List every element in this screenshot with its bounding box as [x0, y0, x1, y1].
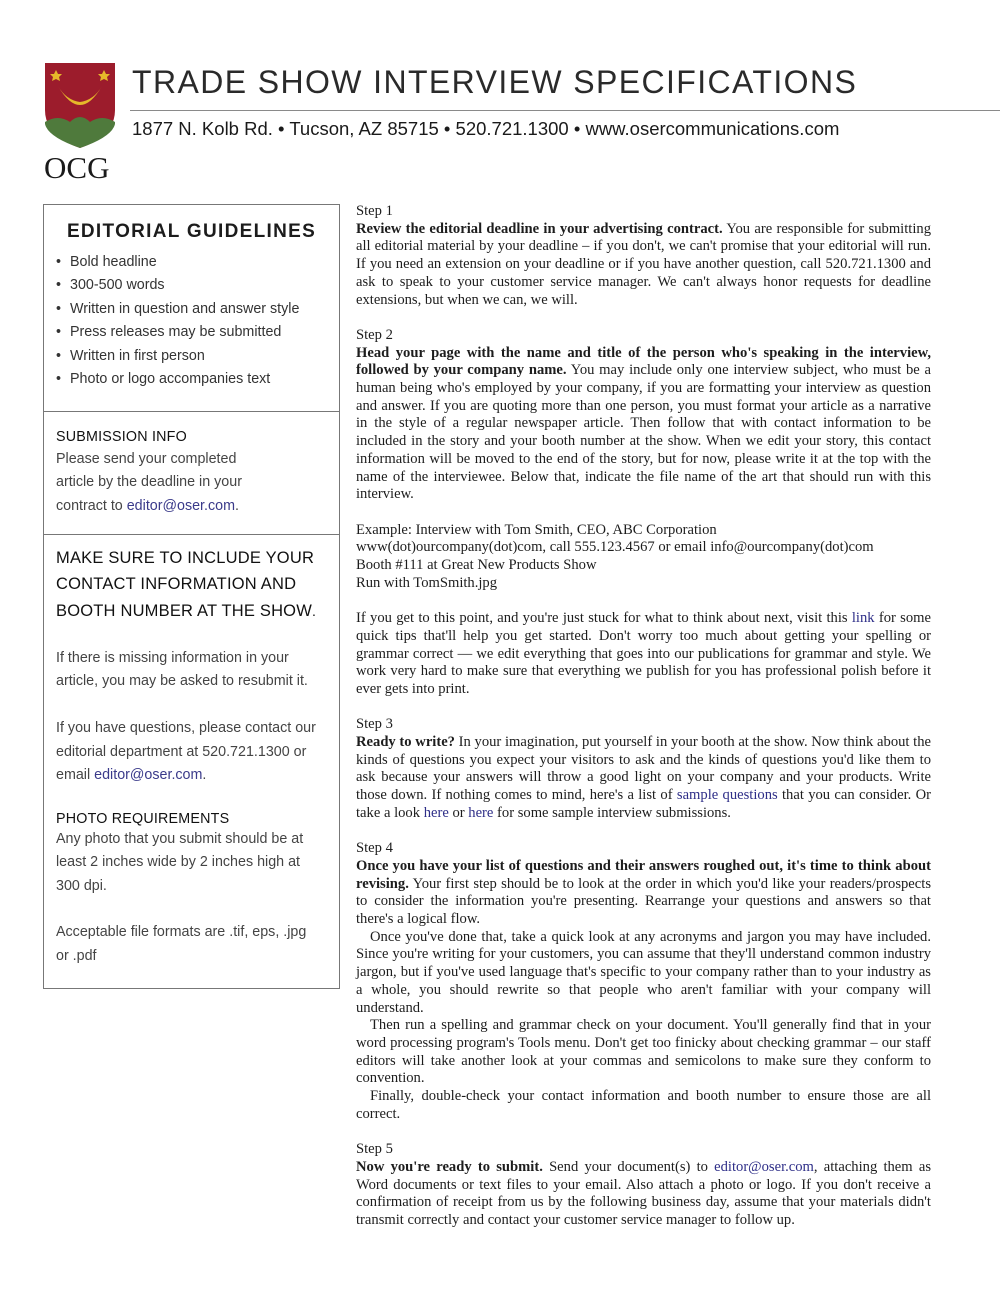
- bullet-icon: •: [56, 300, 62, 317]
- submission-heading: SUBMISSION INFO: [56, 429, 187, 445]
- sidebar: [43, 204, 340, 989]
- editorial-guidelines-box: [44, 205, 339, 412]
- step-3: [356, 716, 931, 822]
- step-body: Head your page with the name and title of the person who's speaking in the interview, followed by your company name. You may include only one interview subject, who must be a human being who's employed by your company, if you are formatting your interview as question and answer. If you are quoting more than one person, you must format your article as a narrative in the style of a regular newspaper article. Then follow that with contact information to be included in the story and your booth number at the show. When we edit your story, this contact information will be moved to the end of the story, but for now, please write it at the top with the name of the interviewee. Below that, indicate the file name of the art that should run with this interview.: [356, 344, 931, 503]
- contact-info-box: [44, 535, 339, 988]
- step-label: Step 5: [356, 1141, 393, 1158]
- page-title: TRADE SHOW INTERVIEW SPECIFICATIONS: [132, 64, 858, 100]
- submission-info-box: [44, 412, 339, 535]
- guidelines-list: [56, 251, 327, 391]
- tips-paragraph: If you get to this point, and you're just stuck for what to think about next, visit this link for some quick tips that'll help you get started. Don't worry too much about getting your spelling or grammar correct — we edit everything that goes into our publications for grammar and style. We work very hard to make sure that everything we publish for you has professional polish before it ever gets into print.: [356, 610, 931, 697]
- step-2: [356, 327, 931, 504]
- step-5: [356, 1141, 931, 1230]
- email-link[interactable]: editor@oser.com: [126, 497, 236, 514]
- step-label: Step 3: [356, 716, 393, 733]
- step-body: Then run a spelling and grammar check on your document. You'll generally find that in your word processing program's Tools menu. Don't get too finicky about checking grammar – our staff editors will take another look at your commas and semicolons to make sure they conform to convention.: [356, 1017, 931, 1087]
- contact-heading: MAKE SURE TO INCLUDE YOUR CONTACT INFORMATION AND BOOTH NUMBER AT THE SHOW.: [56, 549, 317, 620]
- bullet-icon: •: [56, 371, 62, 388]
- title-divider: [130, 110, 1000, 111]
- step-label: Step 4: [356, 840, 393, 857]
- step-body: Once you've done that, take a quick look at any acronyms and jargon you may have included. Since you're writing for your customers, you can assume that they'll understand common industry jargon, but if you've used language that's specific to your company rather than to your industry as a whole, you should rewrite so that people who aren't familiar with your company will understand.: [356, 928, 931, 1016]
- missing-info-text: If there is missing information in your article, you may be asked to resubmit it.: [56, 649, 308, 690]
- step-1: [356, 203, 931, 309]
- step-label: Step 1: [356, 203, 393, 219]
- step-label: Step 2: [356, 326, 393, 343]
- guidelines-heading: EDITORIAL GUIDELINES: [66, 221, 317, 242]
- bullet-icon: •: [56, 277, 62, 294]
- step-body: Once you have your list of questions and their answers roughed out, it's time to think about revising. Your first step should be to look at the order in which you'd like your readers/prospects to consider the information you're presenting. Rearrange your questions and answers so that there's a logical flow.: [356, 857, 931, 928]
- here-link-1[interactable]: here: [423, 804, 449, 821]
- main-content: [356, 203, 931, 1247]
- list-item: • Written in first person: [56, 345, 327, 368]
- logo-text: OCG: [44, 150, 110, 185]
- submission-text: Please send your completed article by the deadline in your contract to editor@oser.com.: [56, 451, 242, 514]
- contact-address: 1877 N. Kolb Rd. • Tucson, AZ 85715 • 520.721.1300 • www.osercommunications.com: [132, 118, 840, 139]
- email-link[interactable]: editor@oser.com: [714, 1158, 814, 1175]
- sample-questions-link[interactable]: sample questions: [676, 787, 778, 804]
- example-block: Example: Interview with Tom Smith, CEO, ABC Corporation www(dot)ourcompany(dot)com, call 555.123.4567 or email info@ourcompany(dot)com Booth #111 at Great New Products Show Run with TomSmith.jpg: [356, 521, 874, 591]
- file-formats-text: Acceptable file formats are .tif, eps, .jpg or .pdf: [56, 924, 307, 964]
- photo-text: Any photo that you submit should be at least 2 inches wide by 2 inches high at 300 dpi.: [56, 830, 304, 894]
- bullet-icon: •: [56, 324, 62, 341]
- bullet-icon: •: [56, 254, 62, 270]
- photo-heading: PHOTO REQUIREMENTS: [56, 810, 230, 827]
- list-item: • Written in question and answer style: [56, 298, 327, 321]
- list-item: • Press releases may be submitted: [56, 321, 327, 344]
- questions-text: If you have questions, please contact our editorial department at 520.721.1300 or email editor@oser.com.: [56, 720, 316, 783]
- step-body: Ready to write? In your imagination, put yourself in your booth at the show. Now think about the kinds of questions you expect your visitors to ask and the kinds of questions you'd like them to ask because your answers will throw a good light on your company and your products. Write those down. If nothing comes to mind, here's a list of sample questions that you can consider. Or take a look here or here for some sample interview submissions.: [356, 734, 931, 821]
- step-body: Now you're ready to submit. Send your document(s) to editor@oser.com, attaching them as Word documents or text files to your email. Also attach a photo or logo. If you don't receive a confirmation of receipt from us by the following business day, assume that your materials didn't transmit correctly and contact your customer service manager to follow up.: [356, 1158, 931, 1228]
- tips-link[interactable]: link: [851, 610, 875, 627]
- ocg-logo: [44, 62, 118, 186]
- here-link-2[interactable]: here: [468, 804, 494, 821]
- step-body: Review the editorial deadline in your advertising contract. You are responsible for submitting all editorial material by your deadline – if you don't, we can't promise that your editorial will run. If you need an extension on your deadline or if you have another question, call 520.721.1300 and ask to speak to your customer service manager. We can't always honor requests for deadline extensions, but when we can, we will.: [356, 220, 931, 308]
- list-item: • Bold headline: [56, 251, 327, 274]
- crest-icon: [44, 62, 118, 150]
- step-body: Finally, double-check your contact information and booth number to ensure those are all correct.: [356, 1088, 931, 1122]
- list-item: • Photo or logo accompanies text: [56, 368, 327, 391]
- bullet-icon: •: [56, 347, 62, 364]
- email-link[interactable]: editor@oser.com: [94, 766, 203, 783]
- list-item: • 300-500 words: [56, 274, 327, 297]
- step-4: [356, 840, 931, 1123]
